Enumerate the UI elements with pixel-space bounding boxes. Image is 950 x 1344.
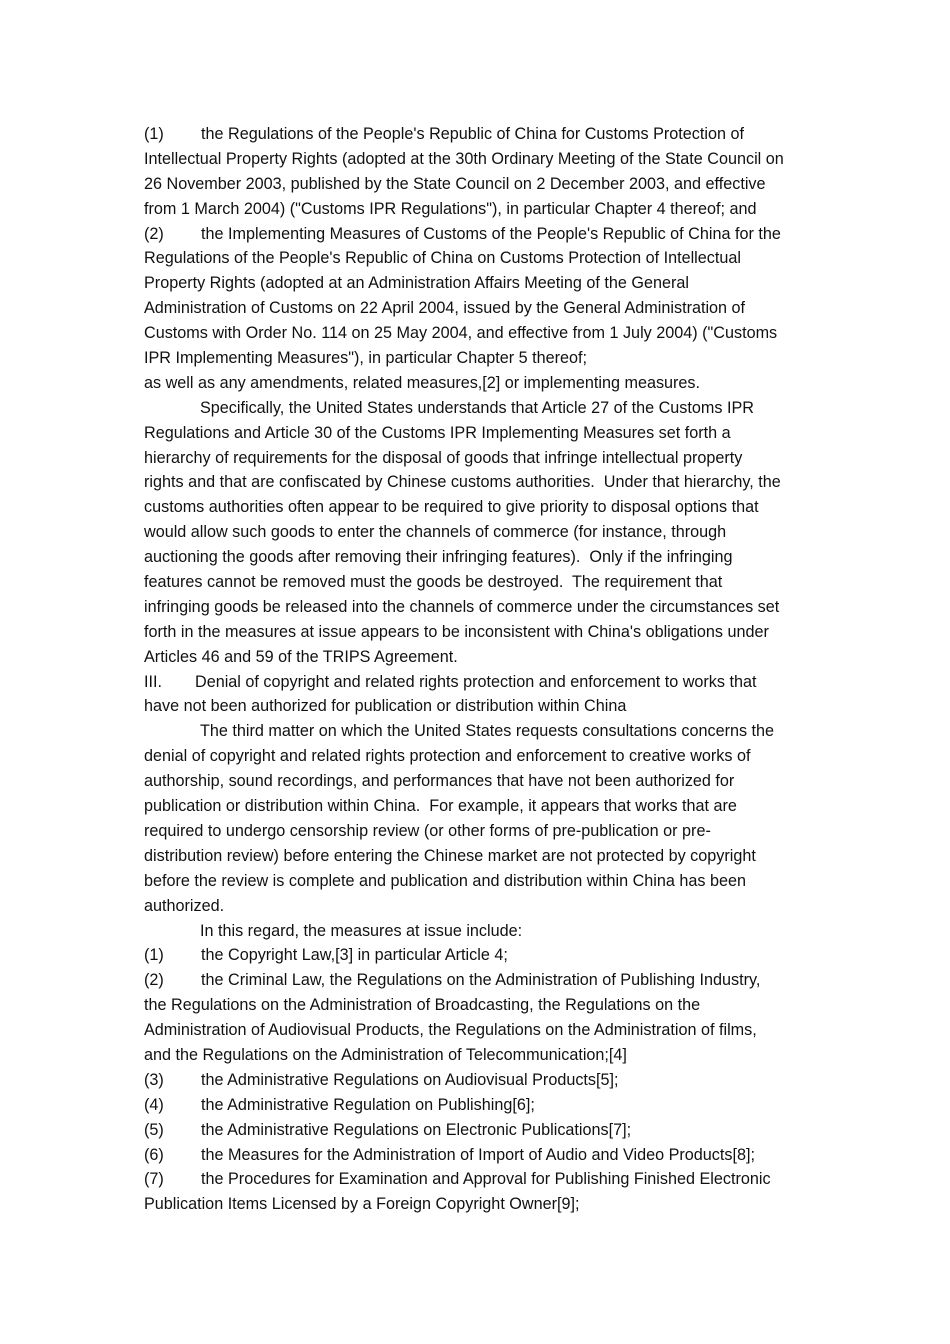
document-page <box>144 122 814 1217</box>
paragraph-line: required to undergo censorship review (or other forms of pre-publication or pre- <box>144 821 711 840</box>
amendments-line: as well as any amendments, related measures,[2] or implementing measures. <box>144 373 701 392</box>
item-text: 26 November 2003, published by the State Council on 2 December 2003, and effective <box>144 174 766 193</box>
item-text: Property Rights (adopted at an Administration Affairs Meeting of the General <box>144 274 689 293</box>
paragraph-line: customs authorities often appear to be required to give priority to disposal options that <box>144 498 759 517</box>
item-text: the Administrative Regulations on Electronic Publications[7]; <box>201 1120 632 1139</box>
paragraph-line: forth in the measures at issue appears to be inconsistent with China's obligations under <box>144 622 769 641</box>
paragraph-line: distribution review) before entering the Chinese market are not protected by copyright <box>144 846 756 865</box>
item-text: the Copyright Law,[3] in particular Article 4; <box>201 946 508 965</box>
item-number: (2) <box>144 224 164 243</box>
item-text: from 1 March 2004) ("Customs IPR Regulations"), in particular Chapter 4 thereof; and <box>144 199 757 218</box>
section-number: III. <box>144 672 162 691</box>
paragraph-line: authorship, sound recordings, and performances that have not been authorized for <box>144 772 735 791</box>
list-item <box>144 943 814 968</box>
item-text: the Measures for the Administration of Import of Audio and Video Products[8]; <box>201 1145 755 1164</box>
paragraph-line: auctioning the goods after removing their infringing features). Only if the infringing <box>144 548 733 567</box>
list-item <box>144 1118 814 1143</box>
paragraph-line: would allow such goods to enter the channels of commerce (for instance, through <box>144 523 727 542</box>
item-number: (7) <box>144 1170 164 1189</box>
section-title: have not been authorized for publication or distribution within China <box>144 697 627 716</box>
paragraph-line: Regulations and Article 30 of the Customs IPR Implementing Measures set forth a <box>144 423 731 442</box>
paragraph-line: rights and that are confiscated by Chinese customs authorities. Under that hierarchy, the <box>144 473 781 492</box>
section-heading-iii <box>144 670 814 720</box>
paragraph-line: authorized. <box>144 896 225 915</box>
list-item <box>144 1143 814 1168</box>
paragraph-in-this-regard: In this regard, the measures at issue include: <box>200 921 523 940</box>
item-text: Customs with Order No. 114 on 25 May 2004, and effective from 1 July 2004) ("Customs <box>144 324 778 343</box>
item-text: the Implementing Measures of Customs of the People's Republic of China for the <box>201 224 781 243</box>
paragraph-line: denial of copyright and related rights protection and enforcement to creative works of <box>144 747 751 766</box>
item-text: Intellectual Property Rights (adopted at the 30th Ordinary Meeting of the State Council on <box>144 149 784 168</box>
item-text: the Regulations on the Administration of Broadcasting, the Regulations on the <box>144 996 701 1015</box>
list-item <box>144 1068 814 1093</box>
paragraph-line: before the review is complete and publication and distribution within China has been <box>144 871 747 890</box>
item-number: (3) <box>144 1070 164 1089</box>
paragraph-line: Specifically, the United States understands that Article 27 of the Customs IPR <box>200 398 754 417</box>
paragraph-line: hierarchy of requirements for the disposal of goods that infringe intellectual property <box>144 448 743 467</box>
list-item <box>144 1167 814 1217</box>
measures-list <box>144 943 814 1217</box>
item-text: the Regulations of the People's Republic of China for Customs Protection of <box>201 125 744 143</box>
paragraph-line: features cannot be removed must the goods be destroyed. The requirement that <box>144 573 723 592</box>
paragraph-third-matter <box>144 719 814 918</box>
customs-regulations-item <box>144 122 814 222</box>
item-text: the Administrative Regulation on Publishing[6]; <box>201 1095 535 1114</box>
item-text: IPR Implementing Measures"), in particular Chapter 5 thereof; <box>144 349 588 368</box>
item-text: Administration of Customs on 22 April 2004, issued by the General Administration of <box>144 299 746 318</box>
section-title: Denial of copyright and related rights protection and enforcement to works that <box>195 672 757 691</box>
item-number: (1) <box>144 125 164 143</box>
list-item <box>144 968 814 1068</box>
paragraph-line: The third matter on which the United States requests consultations concerns the <box>200 722 775 741</box>
item-text: Publication Items Licensed by a Foreign Copyright Owner[9]; <box>144 1195 580 1214</box>
item-text: the Criminal Law, the Regulations on the Administration of Publishing Industry, <box>201 971 761 990</box>
implementing-measures-item <box>144 222 814 371</box>
paragraph-line: infringing goods be released into the channels of commerce under the circumstances set <box>144 597 780 616</box>
item-text: the Administrative Regulations on Audiovisual Products[5]; <box>201 1070 619 1089</box>
item-text: Administration of Audiovisual Products, the Regulations on the Administration of films, <box>144 1021 757 1040</box>
item-number: (5) <box>144 1120 164 1139</box>
item-text: and the Regulations on the Administration of Telecommunication;[4] <box>144 1045 627 1064</box>
paragraph-line: publication or distribution within China. For example, it appears that works that are <box>144 797 737 816</box>
item-number: (4) <box>144 1095 164 1114</box>
paragraph-line: Articles 46 and 59 of the TRIPS Agreement. <box>144 647 458 666</box>
item-number: (6) <box>144 1145 164 1164</box>
item-text: Regulations of the People's Republic of China on Customs Protection of Intellectual <box>144 249 741 268</box>
item-number: (1) <box>144 946 164 965</box>
item-text: the Procedures for Examination and Approval for Publishing Finished Electronic <box>201 1170 771 1189</box>
list-item <box>144 1093 814 1118</box>
paragraph-specifically <box>144 396 814 670</box>
item-number: (2) <box>144 971 164 990</box>
